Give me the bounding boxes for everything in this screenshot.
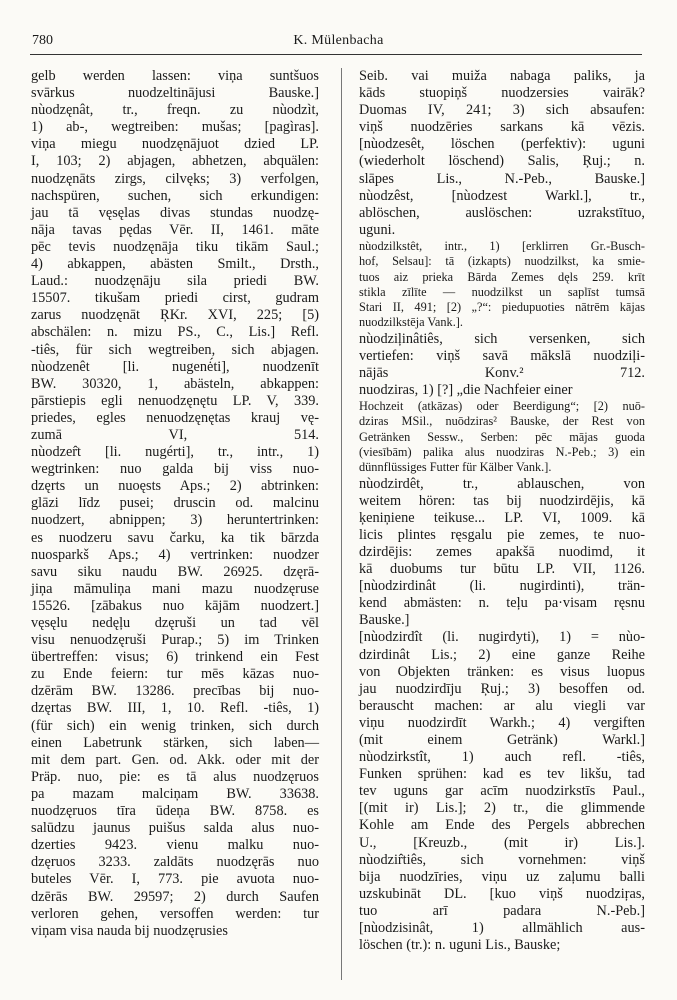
text-line: Kohle am Ende des Pergels abbrechen (359, 817, 645, 834)
text-line: [(mit ir) Lis.]; 2) tr., die glimmende (359, 800, 645, 817)
text-line: von Objekten tränken: es visus luopus (359, 663, 645, 680)
text-line: Hochzeit (atkāzas) oder Beerdigung“; [2) nuō- (359, 399, 645, 414)
text-line: ķeniņiene teikuse... LP. VI, 1009. kā (359, 509, 645, 526)
text-line: vęsęlu nedęļu dzęruši un tad vēl (31, 615, 319, 631)
text-line: nùodzenêt [li. nugenė́ti], nuodzenīt (31, 358, 319, 375)
text-line: nājās Konv.² 712. (359, 364, 645, 381)
text-line: Funken sprühen: kad es tev likšu, tad (359, 766, 645, 783)
text-line: slāpes Lis., N.-Peb., Bauske.] (359, 170, 645, 187)
text-line: [nùodzirdît (li. nugirdyti), 1) = nùo- (359, 629, 645, 646)
text-line: jiņa māmuliņa mani mazu nuodzęruse (31, 580, 319, 597)
text-line: nùodzilkstêt, intr., 1) [erklirren Gr.-Busch- (359, 238, 645, 253)
text-line: abschälen: n. mizu PS., C., Lis.] Refl. (31, 324, 319, 341)
column-divider (341, 68, 342, 980)
text-line: kend abmästen: n. teļu pa·visam ręsnu (359, 595, 645, 612)
text-line: weitem hören: tas bij nuodzirdējis, kā (359, 492, 645, 509)
text-line: dzērām BW. 13286. precības bij nuo- (31, 683, 319, 700)
text-line: [nùodzisinât, 1) allmählich aus- (359, 920, 645, 937)
text-line: nachspüren, suchen, sich erkundigen: (31, 187, 319, 204)
text-line: wegtrinken: nuo galda bij viss nuo- (31, 461, 319, 478)
text-line: viņa miegu nuodzęnājuot dzied LP. (31, 136, 319, 153)
text-line: jau tā vęsęlas divas stundas nuodzę- (31, 204, 319, 221)
text-line: dzęrts un nuoęsts Aps.; 2) abtrinken: (31, 478, 319, 495)
text-line: uzskubināt DL. [kuo viņš nuodziŗas, (359, 885, 645, 902)
header-rule (30, 54, 642, 55)
text-line: zumā VI, 514. (31, 426, 319, 443)
text-line: dzirdējis: zemes apakšā nuodimd, it (359, 543, 645, 560)
text-line: glāzi līdz pusei; druscin od. malcinu (31, 495, 319, 512)
text-line: gelb werden lassen: viņa suntšuos (31, 68, 319, 84)
text-line: vertiefen: viņš savā mākslā nuodziļi- (359, 347, 645, 364)
text-line: Laud.: nuodzęnāju sila priedi BW. (31, 273, 319, 290)
text-line: dzęruos 3233. zaldāts nuodzęrās nuo (31, 854, 319, 871)
page-header (32, 33, 645, 53)
text-line: nùodziļinâtiês, sich versenken, sich (359, 330, 645, 347)
text-line: licis plintes ręsgalu pie zemes, te nuo- (359, 526, 645, 543)
text-line: übertreffen: visus; 6) trinkend ein Fest (31, 649, 319, 666)
text-line: (mit einem Getränk) Warkl.] (359, 731, 645, 748)
text-line: es nuodzeru savu čarku, ka tik bārzda (31, 529, 319, 546)
text-line: jau nuodzirdīju Ŗuj.; 3) besoffen od. (359, 680, 645, 697)
text-line: kāds stuopiņš nuodzersies vairāk? (359, 85, 645, 102)
text-line: viņš nuodzēries sarkans kā vēzis. (359, 119, 645, 136)
text-line: mit dem part. Gen. od. Akk. oder mit der (31, 751, 319, 768)
text-line: nùodzer̂t [li. nugérti], tr., intr., 1) (31, 444, 319, 461)
text-block (359, 476, 645, 955)
text-line: nuosparkš Aps.; 4) vertrinken: nuodzer (31, 546, 319, 563)
text-line: Seib. vai muiža nabaga paliks, ja (359, 68, 645, 84)
text-line: nāja tavas pędas Vēr. II, 1461. māte (31, 221, 319, 238)
text-line: tuos aiz prieka Bārda Zemes dęls 259. krīt (359, 269, 645, 284)
text-line: dziras MSil., nuōdziras² Bauske, der Rest von (359, 414, 645, 429)
text-line: Duomas IV, 241; 3) sich absaufen: (359, 102, 645, 119)
text-line: nùodzêst, [nùodzest Warkl.], tr., (359, 187, 645, 204)
text-line: BW. 30320, 1, abästeln, abkappen: (31, 375, 319, 392)
text-line: nùodzęnât, tr., freqn. zu nùodzìt, (31, 102, 319, 119)
text-block (359, 68, 645, 239)
text-line: priedes, egles nenuodzęnętas krauj vę- (31, 409, 319, 426)
text-line: stikla zīlīte — nuodzilkst un saplīst tumsā (359, 284, 645, 299)
text-line: nuodziras, 1) [?] „die Nachfeier einer (359, 382, 573, 398)
text-line: buteles Vēr. I, 773. pie avuota nuo- (31, 871, 319, 888)
text-line: pa mazam malciņam BW. 33638. (31, 785, 319, 802)
text-block (359, 331, 645, 399)
small-print-block (359, 399, 645, 475)
small-print-block (359, 239, 645, 331)
text-line: (wiederholt löschend) Salis, Ŗuj.; n. (359, 153, 645, 170)
right-column (359, 68, 645, 954)
text-line: svārkus nuodzeltinājusi Bauske.] (31, 85, 319, 102)
text-line: ablöschen, auslöschen: uzrakstītuo, (359, 204, 645, 221)
page-number: 780 (32, 33, 53, 48)
text-line: pēc tevis nuodzęnāja tiku tikām Saul.; (31, 238, 319, 255)
text-line: Stari II, 491; [2) „?“: piedupuoties nātrēm kājas (359, 300, 645, 315)
text-line: kā duobums tur būtu LP. VII, 1126. (359, 561, 645, 578)
text-line: dzęrtas BW. III, 1, 10. Refl. -tiês, 1) (31, 700, 319, 717)
running-head-author: K. Mülenbacha (293, 33, 384, 48)
text-line: U., [Kreuzb., (mit ir) Lis.]. (359, 834, 645, 851)
text-line: dünnflüssiges Futter für Kälber Vank.]. (359, 460, 552, 475)
text-line: nùodzirkstît, 1) auch refl. -tiês, (359, 749, 645, 766)
text-line: (viesībām) palika alus nuodziras N.-Peb.; 3) ein (359, 444, 645, 459)
text-line: einen Labetrunk stärken, sich laben— (31, 734, 319, 751)
text-line: -tiês, für sich wegtreiben, sich abjagen. (31, 341, 319, 358)
text-line: zarus nuodzęnāt ŖKr. XVI, 225; [5) (31, 307, 319, 324)
text-line: uguni. (359, 221, 396, 238)
text-line: [nùodzesêt, löschen (perfektiv): uguni (359, 136, 645, 153)
text-line: salūdzu jaunus puišus salda alus nuo- (31, 820, 319, 837)
text-line: Präp. nuo, pie: es tā alus nuodzęruos (31, 768, 319, 785)
text-line: I, 103; 2) abjagen, abhetzen, abquälen: (31, 153, 319, 170)
text-line: Getränken Sessw., Serben: pēc mājas guoda (359, 429, 645, 444)
text-line: tev uguns gar acīm nuodzirkstīs Paul., (359, 783, 645, 800)
text-line: (für sich) ein wenig trinken, sich durch (31, 717, 319, 734)
text-line: 4) abkappen, abästen Smilt., Drsth., (31, 256, 319, 273)
text-line: viņam visa nauda bij nuodzęrusies (31, 922, 228, 939)
text-line: 15526. [zābakus nuo kājām nuodzert.] (31, 597, 319, 614)
text-line: Bauske.] (359, 612, 410, 629)
text-line: nuodzęnāts zirgs, cilvęks; 3) verfolgen, (31, 170, 319, 187)
text-line: dzērās BW. 29597; 2) durch Saufen (31, 888, 319, 905)
text-line: viņu nuodzirdīt Warkh.; 4) vergiften (359, 714, 645, 731)
text-line: savu siku naudu BW. 26925. dzęrā- (31, 563, 319, 580)
text-line: hof, Selsau]: tā (izkapts) nuodzilkst, ka smie- (359, 254, 645, 269)
text-line: 15507. tikušam priedi cirst, gudram (31, 290, 319, 307)
text-line: nuodzilkstēja Vank.]. (359, 315, 463, 330)
text-line: nùodzirdêt, tr., ablauschen, von (359, 475, 645, 492)
text-line: dzerties 9423. vienu malku nuo- (31, 837, 319, 854)
text-line: bija nuodzīries, viņu uz zaļumu balli (359, 868, 645, 885)
text-line: nuodzert, abnippen; 3) heruntertrinken: (31, 512, 319, 529)
text-line: pārstiepis egli nenuodzęnętu LP. V, 339. (31, 392, 319, 409)
text-block (31, 68, 319, 940)
text-line: verloren gehen, versoffen werden: tur (31, 905, 319, 922)
text-line: 1) ab-, wegtreiben: mušas; [pagìras]. (31, 119, 319, 136)
text-line: [nùodzirdinât (li. nugirdinti), trän- (359, 578, 645, 595)
text-line: dzirdinât Lis.; 2) eine ganze Reihe (359, 646, 645, 663)
text-line: zu Ende feiern: tur mēs kāzas nuo- (31, 666, 319, 683)
text-line: nùodzir̂tiês, sich vornehmen: viņš (359, 851, 645, 868)
text-line: visu nenuodzęruši Purap.; 5) im Trinken (31, 632, 319, 649)
left-column (31, 68, 319, 940)
text-line: tuo arī padara N.-Peb.] (359, 902, 645, 919)
text-line: berauscht machen: ar alu viegli var (359, 697, 645, 714)
text-line: löschen (tr.): n. uguni Lis., Bauske; (359, 937, 561, 954)
text-line: nuodzęruos tīra ūdeņa BW. 8758. es (31, 803, 319, 820)
